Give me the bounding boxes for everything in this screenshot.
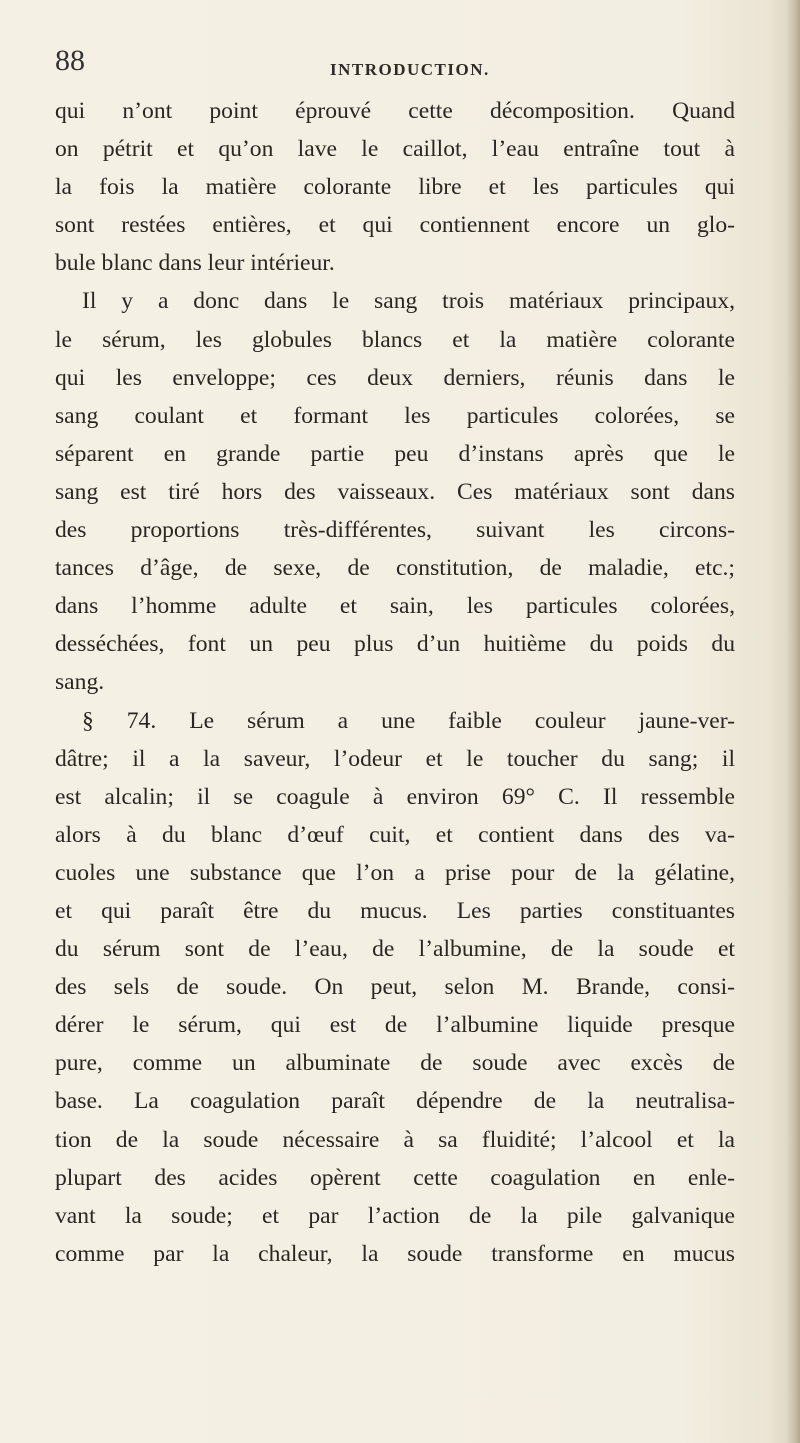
text-line: desséchées, font un peu plus d’un huitième du poids du [55, 631, 735, 658]
page-number: 88 [55, 44, 85, 77]
text-line: Il y a donc dans le sang trois matériaux principaux, [82, 288, 735, 315]
text-line: des sels de soude. On peut, selon M. Brande, consi- [55, 974, 735, 1001]
text-line: pure, comme un albuminate de soude avec excès de [55, 1050, 735, 1077]
text-line: des proportions très-différentes, suivant les circons- [55, 517, 735, 544]
text-line: dâtre; il a la saveur, l’odeur et le toucher du sang; il [55, 745, 735, 772]
text-line: qui les enveloppe; ces deux derniers, réunis dans le [55, 364, 735, 391]
text-line: on pétrit et qu’on lave le caillot, l’eau entraîne tout à [55, 136, 735, 163]
text-line: cuoles une substance que l’on a prise pour de la gélatine, [55, 859, 735, 886]
text-line: séparent en grande partie peu d’instans après que le [55, 440, 735, 467]
text-line: tion de la soude nécessaire à sa fluidité; l’alcool et la [55, 1126, 735, 1153]
text-line: sang est tiré hors des vaisseaux. Ces matériaux sont dans [55, 478, 735, 505]
text-line: sang. [55, 669, 105, 696]
text-line: dérer le sérum, qui est de l’albumine liquide presque [55, 1012, 735, 1039]
text-line: et qui paraît être du mucus. Les parties constituantes [55, 897, 735, 924]
text-line: le sérum, les globules blancs et la matière colorante [55, 326, 735, 353]
running-title: INTRODUCTION. [330, 60, 490, 79]
text-line: du sérum sont de l’eau, de l’albumine, de la soude et [55, 936, 735, 963]
text-line: base. La coagulation paraît dépendre de la neutralisa- [55, 1088, 735, 1115]
text-line: qui n’ont point éprouvé cette décomposition. Quand [55, 98, 735, 124]
text-line: § 74. Le sérum a une faible couleur jaune-ver- [82, 707, 735, 734]
page-header [0, 40, 800, 90]
text-line: sont restées entières, et qui contiennent encore un glo- [55, 212, 735, 239]
text-line: est alcalin; il se coagule à environ 69° C. Il ressemble [55, 783, 735, 810]
text-line: la fois la matière colorante libre et les particules qui [55, 174, 735, 201]
text-line: sang coulant et formant les particules colorées, se [55, 402, 735, 429]
text-line: vant la soude; et par l’action de la pile galvanique [55, 1202, 735, 1229]
page-edge-shadow [786, 0, 800, 1443]
body-text [55, 92, 735, 1273]
text-line: alors à du blanc d’œuf cuit, et contient dans des va- [55, 821, 735, 848]
text-line: comme par la chaleur, la soude transforme en mucus [55, 1240, 735, 1267]
text-line: tances d’âge, de sexe, de constitution, de maladie, etc.; [55, 555, 735, 582]
text-line: bule blanc dans leur intérieur. [55, 250, 335, 277]
text-line: dans l’homme adulte et sain, les particules colorées, [55, 593, 735, 620]
text-line: plupart des acides opèrent cette coagulation en enle- [55, 1164, 735, 1191]
